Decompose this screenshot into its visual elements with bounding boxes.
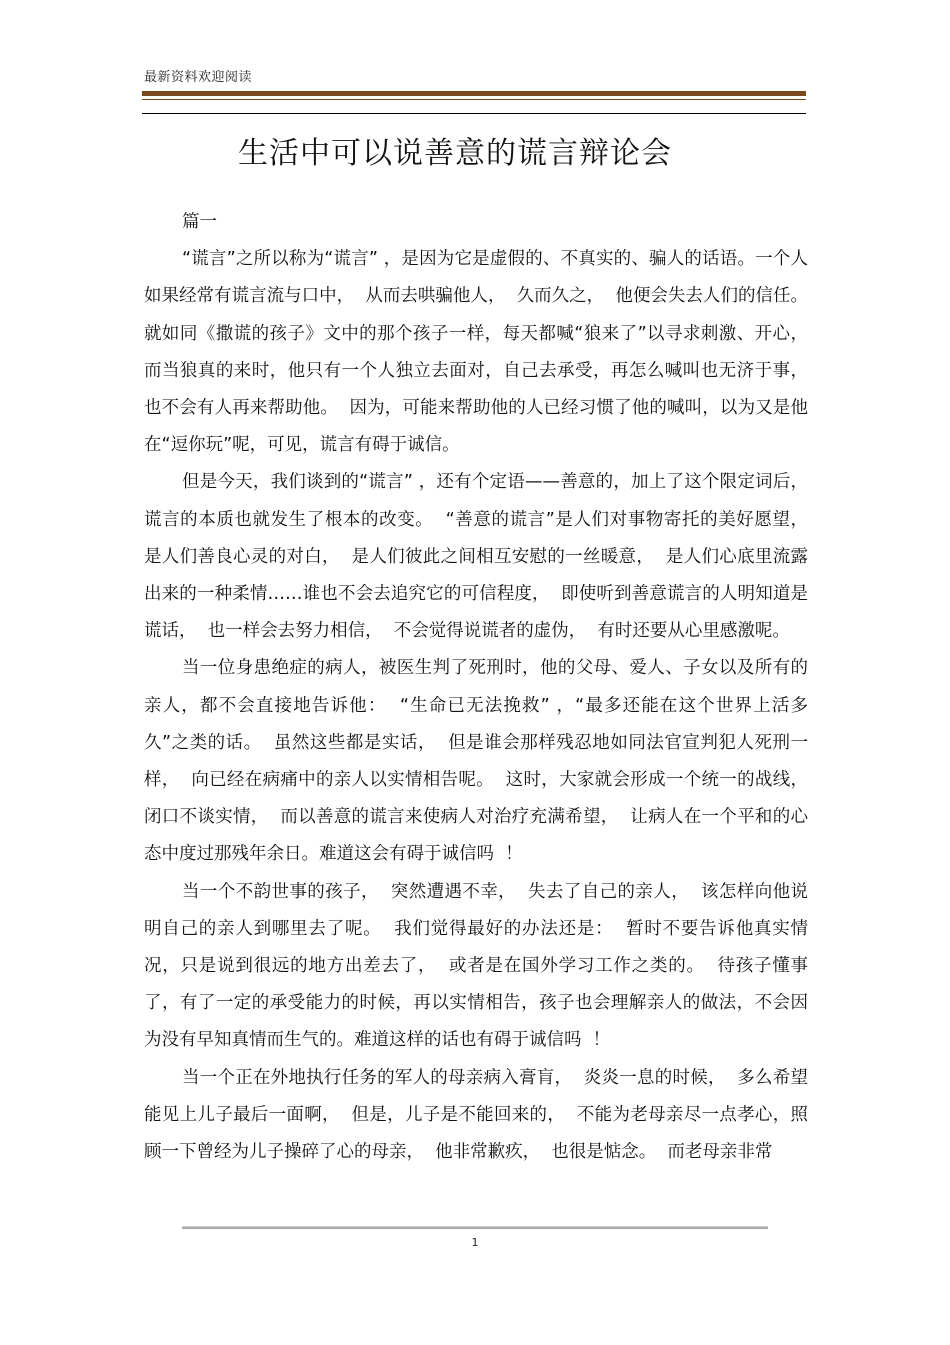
document-title: 生活中可以说善意的谎言辩论会	[238, 136, 672, 171]
header-rule-black	[142, 113, 806, 114]
section-label: 篇一	[182, 212, 217, 232]
paragraph-1: “谎言”之所以称为“谎言” ，是因为它是虚假的、不真实的、骗人的话语。一个人如果经常有谎言流与口中， 从而去哄骗他人， 久而久之， 他便会失去人们的信任。就如同《撒谎的孩子》文中的那个孩子一样，每天都喊“狼来了”以寻求刺激、开心，而当狼真的来时，他只有一个人独立去面对，自己去承受，再怎么喊叫也无济于事， 也不会有人再来帮助他。 因为，可能来帮助他的人已经习惯了他的喊叫，以为又是他在“逗你玩”呢，可见，谎言有碍于诚信。	[144, 249, 820, 456]
header-rule-thin	[142, 99, 806, 100]
page-header: 最新资料欢迎阅读	[144, 70, 253, 85]
paragraph-4: 当一个不韵世事的孩子， 突然遭遇不幸， 失去了自己的亲人， 该怎样向他说明自己的亲人到哪里去了呢。 我们觉得最好的办法还是： 暂时不要告诉他真实情况，只是说到很远的地方出差去了， 或者是在国外学习工作之类的。 待孩子懂事了，有了一定的承受能力的时候，再以实情相告，孩子也会理解亲人的做法，不会因为没有早知真情而生气的。难道这样的话也有碍于诚信吗 ！	[144, 881, 808, 1051]
page-number: 1	[471, 1236, 479, 1249]
document-body	[144, 204, 820, 1171]
paragraph-2: 但是今天，我们谈到的“谎言” ，还有个定语——善意的，加上了这个限定词后，谎言的本质也就发生了根本的改变。 “善意的谎言”是人们对事物寄托的美好愿望， 是人们善良心灵的对白， 是人们彼此之间相互安慰的一丝暖意， 是人们心底里流露出来的一种柔情……谁也不会去追究它的可信程度， 即使听到善意谎言的人明知道是谎话， 也一样会去努力相信， 不会觉得说谎者的虚伪， 有时还要从心里感激呢。	[144, 472, 820, 642]
paragraph-3: 当一位身患绝症的病人，被医生判了死刑时，他的父母、爱人、子女以及所有的亲人，都不会直接地告诉他： “生命已无法挽救” ，“最多还能在这个世界上活多久”之类的话。 虽然这些都是实话， 但是谁会那样残忍地如同法官宣判犯人死刑一样， 向已经在病痛中的亲人以实情相告呢。 这时，大家就会形成一个统一的战线，闭口不谈实情， 而以善意的谎言来使病人对治疗充满希望， 让病人在一个平和的心态中度过那残年余日。难道这会有碍于诚信吗 ！	[144, 658, 808, 865]
paragraph-5: 当一个正在外地执行任务的军人的母亲病入膏肓， 炎炎一息的时候， 多么希望能见上儿子最后一面啊， 但是，儿子是不能回来的， 不能为老母亲尽一点孝心，照顾一下曾经为儿子操碎了心的母亲， 他非常歉疚， 也很是惦念。 而老母亲非常	[144, 1067, 808, 1163]
footer-rule	[182, 1226, 768, 1229]
header-rule-thick	[142, 91, 806, 96]
